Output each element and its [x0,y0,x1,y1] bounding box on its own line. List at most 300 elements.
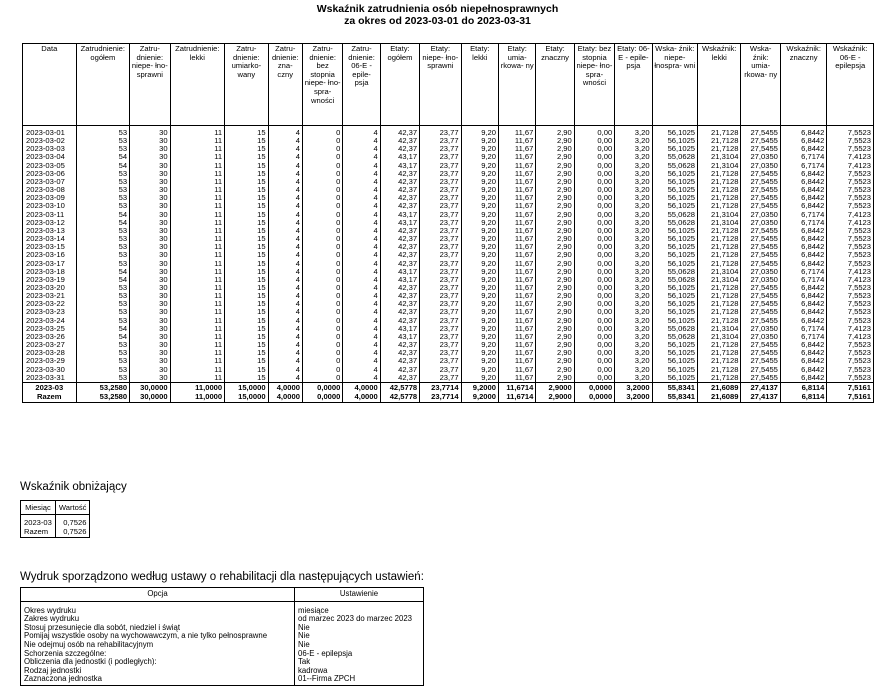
table-cell: 11 [170,145,225,153]
settings-row [21,601,424,615]
table-cell: 21,7128 [698,366,741,374]
table-cell: 56,1025 [652,243,697,251]
table-cell: 30 [130,153,170,161]
table-cell: 6,8442 [780,317,826,325]
settings-row [21,641,424,650]
table-cell: 56,1025 [652,260,697,268]
table-cell: 0,00 [574,235,614,243]
table-cell: 3,20 [615,194,652,202]
table-cell: 9,20 [461,211,498,219]
table-cell: 15 [225,317,268,325]
table-cell: 11 [170,153,225,161]
table-cell: 9,20 [461,276,498,284]
table-cell: 23,77 [420,325,461,333]
table-cell: 2,90 [536,202,574,210]
table-cell: 11 [170,325,225,333]
table-cell: 15 [225,194,268,202]
table-cell: 6,8442 [780,366,826,374]
table-cell: 21,7128 [698,251,741,259]
summary-cell: 0,0000 [302,382,342,393]
table-cell: 0,00 [574,251,614,259]
table-cell: 9,20 [461,235,498,243]
table-cell: 30 [130,162,170,170]
table-cell: 4 [268,219,302,227]
row-date: 2023-03-24 [23,317,77,325]
table-cell: 4 [343,202,380,210]
table-cell: 27,0350 [741,268,780,276]
table-cell: 11,67 [498,292,535,300]
table-cell: 0 [302,349,342,357]
table-cell: 30 [130,341,170,349]
table-cell: 11,67 [498,211,535,219]
table-cell: 54 [76,276,130,284]
table-cell: 4 [343,178,380,186]
table-cell: 30 [130,276,170,284]
table-cell: 2,90 [536,243,574,251]
table-cell: 23,77 [420,186,461,194]
reducer-row [21,515,90,528]
column-header: Etaty: lekki [461,44,498,126]
table-cell: 53 [76,170,130,178]
row-date: 2023-03-01 [23,129,77,137]
table-cell: 11,67 [498,374,535,383]
table-cell: 6,8442 [780,349,826,357]
table-cell: 27,0350 [741,211,780,219]
summary-cell: 6,8114 [780,382,826,393]
table-cell: 55,0628 [652,325,697,333]
row-date: 2023-03-20 [23,284,77,292]
table-cell: 15 [225,170,268,178]
row-date: 2023-03-28 [23,349,77,357]
table-cell: 43,17 [380,219,419,227]
table-cell: 23,77 [420,194,461,202]
table-cell: 7,4123 [827,276,874,284]
table-cell: 2,90 [536,235,574,243]
table-cell: 0 [302,260,342,268]
table-cell: 23,77 [420,333,461,341]
table-cell: 2,90 [536,325,574,333]
table-cell: 11,67 [498,366,535,374]
table-cell: 23,77 [420,178,461,186]
table-cell: 4 [268,260,302,268]
settings-col-option: Opcja [21,588,295,602]
table-cell: 30 [130,145,170,153]
table-cell: 7,5523 [827,170,874,178]
settings-value: 01--Firma ZPCH [295,675,424,685]
table-cell: 27,5455 [741,243,780,251]
summary-row [23,382,874,393]
table-cell: 21,7128 [698,260,741,268]
reducer-body [21,515,90,538]
table-cell: 42,37 [380,317,419,325]
table-cell: 11,67 [498,227,535,235]
table-cell: 11 [170,349,225,357]
table-cell: 11,67 [498,284,535,292]
table-cell: 9,20 [461,333,498,341]
table-cell: 6,8442 [780,341,826,349]
table-cell: 53 [76,194,130,202]
table-cell: 6,7174 [780,153,826,161]
column-header: Wskaźnik: 06-E - epilepsja [827,44,874,126]
table-cell: 6,8442 [780,251,826,259]
summary-cell: 27,4137 [741,382,780,393]
table-cell: 4 [343,129,380,137]
table-cell: 15 [225,308,268,316]
table-cell: 4 [268,153,302,161]
summary-label: 2023-03 [23,382,77,393]
table-cell: 11,67 [498,137,535,145]
row-date: 2023-03-12 [23,219,77,227]
summary-cell: 0,0000 [302,393,342,403]
table-cell: 27,5455 [741,137,780,145]
table-cell: 4 [343,153,380,161]
report-title-line2: za okres od 2023-03-01 do 2023-03-31 [344,15,531,27]
table-cell: 15 [225,145,268,153]
table-cell: 21,7128 [698,129,741,137]
table-cell: 27,5455 [741,308,780,316]
reducer-value: 0,7526 [55,527,90,538]
table-cell: 3,20 [615,219,652,227]
table-cell: 4 [343,341,380,349]
table-cell: 21,7128 [698,194,741,202]
row-date: 2023-03-29 [23,357,77,365]
table-cell: 2,90 [536,137,574,145]
table-cell: 27,5455 [741,235,780,243]
table-cell: 21,7128 [698,235,741,243]
table-cell: 3,20 [615,129,652,137]
table-cell: 56,1025 [652,145,697,153]
table-cell: 4 [268,284,302,292]
table-cell: 23,77 [420,317,461,325]
table-cell: 2,90 [536,374,574,383]
table-cell: 54 [76,153,130,161]
table-cell: 55,0628 [652,219,697,227]
table-cell: 21,7128 [698,349,741,357]
table-cell: 11 [170,292,225,300]
table-cell: 3,20 [615,374,652,383]
table-cell: 4 [343,284,380,292]
table-cell: 23,77 [420,227,461,235]
table-cell: 53 [76,366,130,374]
table-cell: 42,37 [380,227,419,235]
reducer-col-value: Wartość [55,501,90,515]
table-cell: 53 [76,178,130,186]
summary-cell: 3,2000 [615,393,652,403]
table-cell: 3,20 [615,292,652,300]
table-cell: 27,5455 [741,186,780,194]
settings-heading: Wydruk sporządzono według ustawy o rehabilitacji dla następujących ustawień: [20,571,424,583]
table-cell: 15 [225,251,268,259]
table-cell: 55,0628 [652,268,697,276]
table-cell: 21,7128 [698,292,741,300]
summary-cell: 0,0000 [574,393,614,403]
row-date: 2023-03-13 [23,227,77,235]
table-cell: 30 [130,333,170,341]
table-cell: 9,20 [461,202,498,210]
table-row [23,374,874,383]
column-header: Wskaźnik: znaczny [780,44,826,126]
table-summary [23,382,874,402]
table-cell: 3,20 [615,276,652,284]
table-cell: 4 [343,308,380,316]
settings-row [21,667,424,676]
table-cell: 4 [268,129,302,137]
table-cell: 9,20 [461,317,498,325]
table-cell: 53 [76,284,130,292]
column-header: Wska- źnik: niepe- łnospra- wni [652,44,697,126]
summary-cell: 4,0000 [343,393,380,403]
table-cell: 2,90 [536,186,574,194]
table-cell: 7,5523 [827,357,874,365]
table-cell: 7,5523 [827,145,874,153]
table-cell: 2,90 [536,349,574,357]
summary-cell: 9,2000 [461,382,498,393]
table-cell: 30 [130,211,170,219]
table-cell: 9,20 [461,374,498,383]
reducer-col-month: Miesiąc [21,501,56,515]
table-cell: 11 [170,178,225,186]
table-cell: 0 [302,276,342,284]
table-cell: 15 [225,243,268,251]
table-cell: 21,7128 [698,341,741,349]
table-cell: 11 [170,276,225,284]
table-cell: 30 [130,317,170,325]
row-date: 2023-03-22 [23,300,77,308]
table-cell: 23,77 [420,170,461,178]
table-cell: 11,67 [498,219,535,227]
table-cell: 3,20 [615,227,652,235]
table-cell: 0 [302,162,342,170]
table-cell: 53 [76,341,130,349]
table-cell: 3,20 [615,317,652,325]
table-cell: 4 [343,145,380,153]
table-cell: 11 [170,243,225,251]
table-cell: 11 [170,300,225,308]
table-cell: 15 [225,202,268,210]
table-cell: 9,20 [461,268,498,276]
table-cell: 30 [130,374,170,383]
table-cell: 23,77 [420,374,461,383]
table-cell: 7,5523 [827,292,874,300]
summary-cell: 21,6089 [698,382,741,393]
table-cell: 3,20 [615,349,652,357]
table-cell: 42,37 [380,145,419,153]
table-cell: 2,90 [536,129,574,137]
row-date: 2023-03-23 [23,308,77,316]
table-cell: 4 [343,194,380,202]
table-cell: 11 [170,366,225,374]
table-cell: 2,90 [536,366,574,374]
settings-option: Nie odejmuj osób na rehabilitacyjnym [21,641,295,650]
settings-row [21,675,424,685]
table-cell: 11,67 [498,194,535,202]
table-cell: 21,7128 [698,374,741,383]
table-cell: 27,5455 [741,284,780,292]
table-cell: 9,20 [461,284,498,292]
table-cell: 9,20 [461,162,498,170]
table-cell: 15 [225,162,268,170]
table-cell: 9,20 [461,260,498,268]
table-cell: 2,90 [536,260,574,268]
table-cell: 0,00 [574,170,614,178]
table-cell: 23,77 [420,349,461,357]
table-cell: 15 [225,349,268,357]
table-cell: 53 [76,202,130,210]
reducer-month: 2023-03 [21,515,56,528]
table-cell: 2,90 [536,194,574,202]
table-cell: 0 [302,153,342,161]
table-cell: 21,3104 [698,211,741,219]
summary-cell: 23,7714 [420,393,461,403]
table-cell: 4 [268,251,302,259]
table-cell: 4 [268,333,302,341]
column-header: Data [23,44,77,126]
table-cell: 27,0350 [741,276,780,284]
table-cell: 53 [76,374,130,383]
table-cell: 7,5523 [827,374,874,383]
row-date: 2023-03-26 [23,333,77,341]
table-cell: 2,90 [536,308,574,316]
table-cell: 4 [343,227,380,235]
table-cell: 4 [343,268,380,276]
table-cell: 0 [302,243,342,251]
table-cell: 3,20 [615,178,652,186]
row-date: 2023-03-25 [23,325,77,333]
settings-row [21,658,424,667]
table-cell: 3,20 [615,341,652,349]
table-cell: 27,5455 [741,178,780,186]
table-cell: 4 [268,235,302,243]
table-cell: 23,77 [420,162,461,170]
table-cell: 53 [76,317,130,325]
table-cell: 6,8442 [780,202,826,210]
table-cell: 7,4123 [827,219,874,227]
table-cell: 2,90 [536,211,574,219]
table-cell: 21,7128 [698,317,741,325]
row-date: 2023-03-18 [23,268,77,276]
table-cell: 30 [130,202,170,210]
table-cell: 21,3104 [698,333,741,341]
table-cell: 0 [302,325,342,333]
table-cell: 23,77 [420,251,461,259]
table-cell: 23,77 [420,292,461,300]
table-header-row [23,44,874,126]
table-cell: 27,5455 [741,145,780,153]
table-cell: 3,20 [615,243,652,251]
table-cell: 15 [225,153,268,161]
table-cell: 4 [343,333,380,341]
summary-cell: 11,6714 [498,382,535,393]
table-cell: 4 [268,341,302,349]
table-cell: 7,5523 [827,300,874,308]
table-cell: 4 [268,317,302,325]
table-cell: 3,20 [615,145,652,153]
table-cell: 56,1025 [652,317,697,325]
table-cell: 23,77 [420,243,461,251]
settings-row [21,632,424,641]
table-cell: 0 [302,194,342,202]
table-cell: 11 [170,284,225,292]
table-cell: 11,67 [498,153,535,161]
table-cell: 7,5523 [827,251,874,259]
table-cell: 42,37 [380,170,419,178]
table-cell: 4 [268,227,302,235]
table-cell: 9,20 [461,186,498,194]
reducer-heading: Wskaźnik obniżający [20,481,127,493]
table-cell: 7,5523 [827,129,874,137]
table-cell: 6,7174 [780,219,826,227]
row-date: 2023-03-21 [23,292,77,300]
table-cell: 0,00 [574,162,614,170]
summary-cell: 15,0000 [225,382,268,393]
table-cell: 4 [268,145,302,153]
table-cell: 30 [130,284,170,292]
table-cell: 4 [343,235,380,243]
table-cell: 27,0350 [741,162,780,170]
table-cell: 3,20 [615,202,652,210]
table-cell: 11 [170,219,225,227]
table-cell: 30 [130,227,170,235]
summary-cell: 55,8341 [652,393,697,403]
table-cell: 30 [130,357,170,365]
table-cell: 21,7128 [698,227,741,235]
table-cell: 30 [130,186,170,194]
table-cell: 23,77 [420,219,461,227]
table-cell: 21,7128 [698,186,741,194]
table-cell: 42,37 [380,186,419,194]
table-cell: 27,5455 [741,366,780,374]
settings-value: od marzec 2023 do marzec 2023 [295,615,424,624]
table-cell: 11,67 [498,170,535,178]
table-cell: 3,20 [615,366,652,374]
table-cell: 56,1025 [652,300,697,308]
summary-cell: 27,4137 [741,393,780,403]
table-cell: 6,7174 [780,162,826,170]
table-cell: 30 [130,292,170,300]
table-cell: 15 [225,341,268,349]
table-cell: 56,1025 [652,227,697,235]
table-cell: 56,1025 [652,202,697,210]
table-cell: 27,5455 [741,341,780,349]
table-cell: 4 [268,349,302,357]
summary-cell: 4,0000 [268,393,302,403]
summary-cell: 30,0000 [130,382,170,393]
table-cell: 6,8442 [780,374,826,383]
table-cell: 42,37 [380,194,419,202]
table-cell: 4 [268,170,302,178]
table-cell: 2,90 [536,219,574,227]
table-cell: 4 [343,357,380,365]
table-cell: 0 [302,374,342,383]
table-cell: 3,20 [615,284,652,292]
settings-option: Obliczenia dla jednostki (i podległych): [21,658,295,667]
settings-row [21,650,424,659]
table-cell: 6,7174 [780,211,826,219]
table-cell: 27,5455 [741,349,780,357]
table-cell: 54 [76,325,130,333]
table-cell: 0 [302,300,342,308]
settings-col-setting: Ustawienie [295,588,424,602]
table-cell: 15 [225,300,268,308]
summary-cell: 53,2580 [76,382,130,393]
summary-cell: 0,0000 [574,382,614,393]
table-cell: 15 [225,284,268,292]
table-cell: 23,77 [420,211,461,219]
summary-cell: 23,7714 [420,382,461,393]
table-cell: 11 [170,202,225,210]
table-cell: 54 [76,333,130,341]
table-cell: 42,37 [380,308,419,316]
